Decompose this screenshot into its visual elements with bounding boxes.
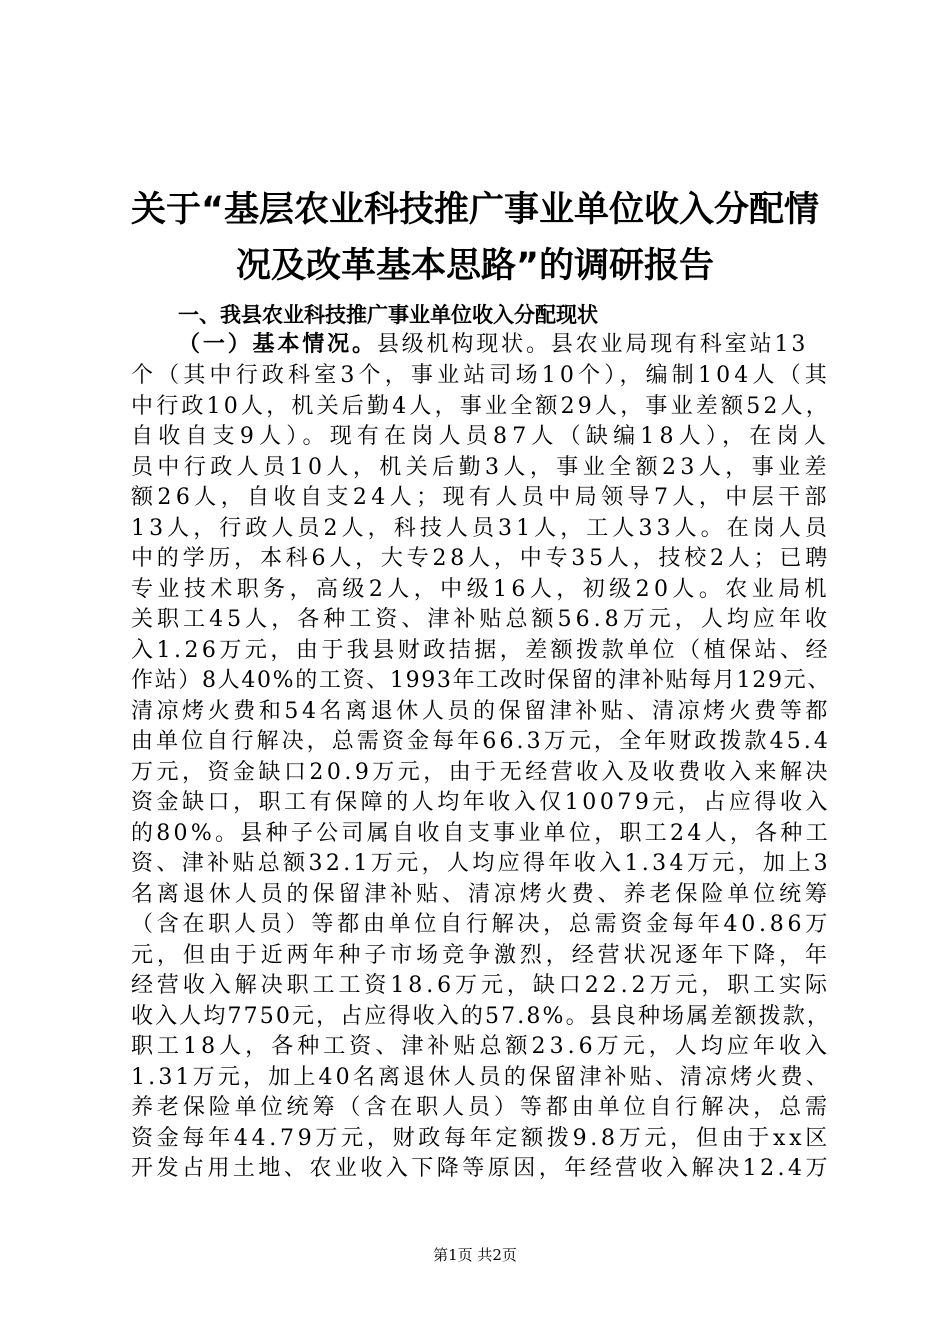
- sub-heading: （一）基本情况。: [178, 332, 377, 357]
- paragraph-line: 养老保险单位统筹（含在职人员）等都由单位自行解决，总需: [131, 1095, 831, 1120]
- page-footer: 第1页 共2页: [433, 1246, 517, 1264]
- paragraph-line: 1.31万元，加上40名离退休人员的保留津补贴、清凉烤火费、: [131, 1065, 831, 1090]
- paragraph-line-first: [178, 330, 831, 360]
- paragraph-line: 万元，资金缺口20.9万元，由于无经营收入及收费收入来解决: [131, 760, 831, 785]
- document-title-line-2: 况及改革基本思路”的调研报告: [235, 246, 714, 286]
- paragraph-line: 县级机构现状。县农业局现有科室站13: [376, 332, 809, 357]
- paragraph-line: 名离退休人员的保留津补贴、清凉烤火费、养老保险单位统筹: [131, 882, 831, 907]
- paragraph-line: 开发占用土地、农业收入下降等原因，年经营收入解决12.4万: [131, 1156, 831, 1181]
- paragraph-line: 资、津补贴总额32.1万元，人均应得年收入1.34万元，加上3: [131, 851, 831, 876]
- paragraph-line: 自收自支9人）。现有在岗人员87人（缺编18人），在岗人: [131, 424, 831, 449]
- paragraph-line: 的80%。县种子公司属自收自支事业单位，职工24人，各种工: [131, 821, 831, 846]
- paragraph-line: 专业技术职务，高级2人，中级16人，初级20人。农业局机: [131, 577, 831, 602]
- paragraph-line: 收入人均7750元，占应得收入的57.8%。县良种场属差额拨款，: [131, 1004, 831, 1029]
- paragraph-line: 经营收入解决职工工资18.6万元，缺口22.2万元，职工实际: [131, 973, 831, 998]
- paragraph-line: 13人，行政人员2人，科技人员31人，工人33人。在岗人员: [131, 516, 831, 541]
- paragraph-line: 由单位自行解决，总需资金每年66.3万元，全年财政拨款45.4: [131, 729, 831, 754]
- paragraph-line: 职工18人，各种工资、津补贴总额23.6万元，人均应年收入: [131, 1034, 831, 1059]
- paragraph-line: 关职工45人，各种工资、津补贴总额56.8万元，人均应年收: [131, 607, 831, 632]
- paragraph-line: 入1.26万元，由于我县财政拮据，差额拨款单位（植保站、经: [131, 638, 831, 663]
- document-title-line-1: 关于“基层农业科技推广事业单位收入分配情: [130, 190, 819, 230]
- paragraph-line: 资金缺口，职工有保障的人均年收入仅10079元，占应得收入: [131, 790, 831, 815]
- paragraph-line: 个（其中行政科室3个，事业站司场10个），编制104人（其: [131, 363, 831, 388]
- paragraph-line: 中行政10人，机关后勤4人，事业全额29人，事业差额52人，: [131, 394, 831, 419]
- paragraph-line: 中的学历，本科6人，大专28人，中专35人，技校2人；已聘: [131, 546, 831, 571]
- paragraph-line: （含在职人员）等都由单位自行解决，总需资金每年40.86万: [131, 912, 831, 937]
- paragraph-line: 资金每年44.79万元，财政每年定额拨9.8万元，但由于xx区: [131, 1126, 831, 1151]
- paragraph-line: 员中行政人员10人，机关后勤3人，事业全额23人，事业差: [131, 455, 831, 480]
- paragraph-line: 元，但由于近两年种子市场竞争激烈，经营状况逐年下降，年: [131, 943, 831, 968]
- paragraph-line: 清凉烤火费和54名离退休人员的保留津补贴、清凉烤火费等都: [131, 699, 831, 724]
- paragraph-line: 作站）8人40%的工资、1993年工改时保留的津补贴每月129元、: [131, 668, 831, 693]
- paragraph-line: 额26人，自收自支24人；现有人员中局领导7人，中层干部: [131, 485, 831, 510]
- section-heading: 一、我县农业科技推广事业单位收入分配现状: [178, 303, 598, 327]
